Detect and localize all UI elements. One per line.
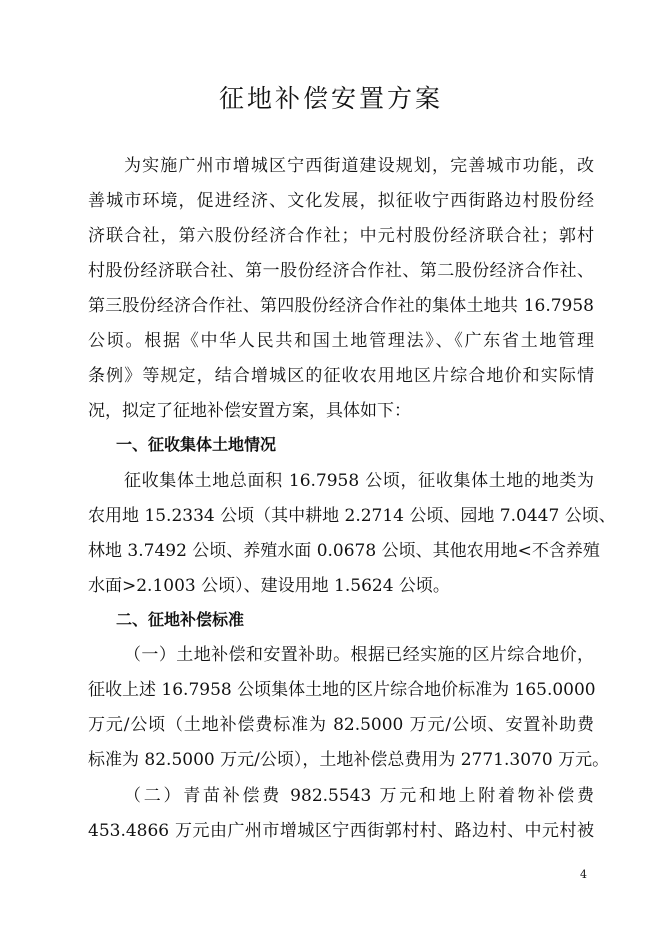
section2-item1-line: 标准为 82.5000 万元/公顷），土地补偿总费用为 2771.3070 万元。 [88, 750, 610, 770]
section-heading: 一、征收集体土地情况 [116, 435, 277, 454]
document-title: 征地补偿安置方案 [218, 84, 443, 113]
section2-item2-line: （二）青苗补偿费 982.5543 万元和地上附着物补偿费 [124, 786, 594, 806]
intro-line: 公顷。根据《中华人民共和国土地管理法》、《广东省土地管理 [88, 331, 594, 351]
section1-line: 征收集体土地总面积 16.7958 公顷，征收集体土地的地类为 [124, 471, 594, 491]
section2-item1-line: （一）土地补偿和安置补助。根据已经实施的区片综合地价， [124, 645, 594, 665]
intro-line: 为实施广州市增城区宁西街道建设规划，完善城市功能，改 [124, 156, 594, 176]
section2-item1-line: 万元/公顷（土地补偿费标准为 82.5000 万元/公顷、安置补助费 [88, 715, 594, 735]
section2-item1-line: 征收上述 16.7958 公顷集体土地的区片综合地价标准为 165.0000 [88, 680, 596, 700]
section2-item2-line: 453.4866 万元由广州市增城区宁西街郭村村、路边村、中元村被 [88, 821, 594, 841]
intro-line: 济联合社，第六股份经济合作社；中元村股份经济联合社；郭村 [88, 226, 594, 246]
intro-line: 善城市环境，促进经济、文化发展，拟征收宁西街路边村股份经 [88, 191, 594, 211]
intro-line: 村股份经济联合社、第一股份经济合作社、第二股份经济合作社、 [88, 261, 594, 281]
section1-line: 水面>2.1003 公顷）、建设用地 1.5624 公顷。 [88, 576, 450, 596]
section1-line: 农用地 15.2334 公顷（其中耕地 2.2714 公顷、园地 7.0447 公顷、 [88, 506, 616, 526]
section-heading: 二、征地补偿标准 [116, 610, 245, 629]
intro-line: 第三股份经济合作社、第四股份经济合作社的集体土地共 16.7958 [88, 296, 594, 316]
intro-line: 条例》等规定，结合增城区的征收农用地区片综合地价和实际情 [88, 366, 594, 386]
page-number: 4 [580, 868, 587, 881]
intro-line: 况，拟定了征地补偿安置方案，具体如下： [88, 401, 411, 421]
section1-line: 林地 3.7492 公顷、养殖水面 0.0678 公顷、其他农用地<不含养殖 [88, 541, 600, 561]
